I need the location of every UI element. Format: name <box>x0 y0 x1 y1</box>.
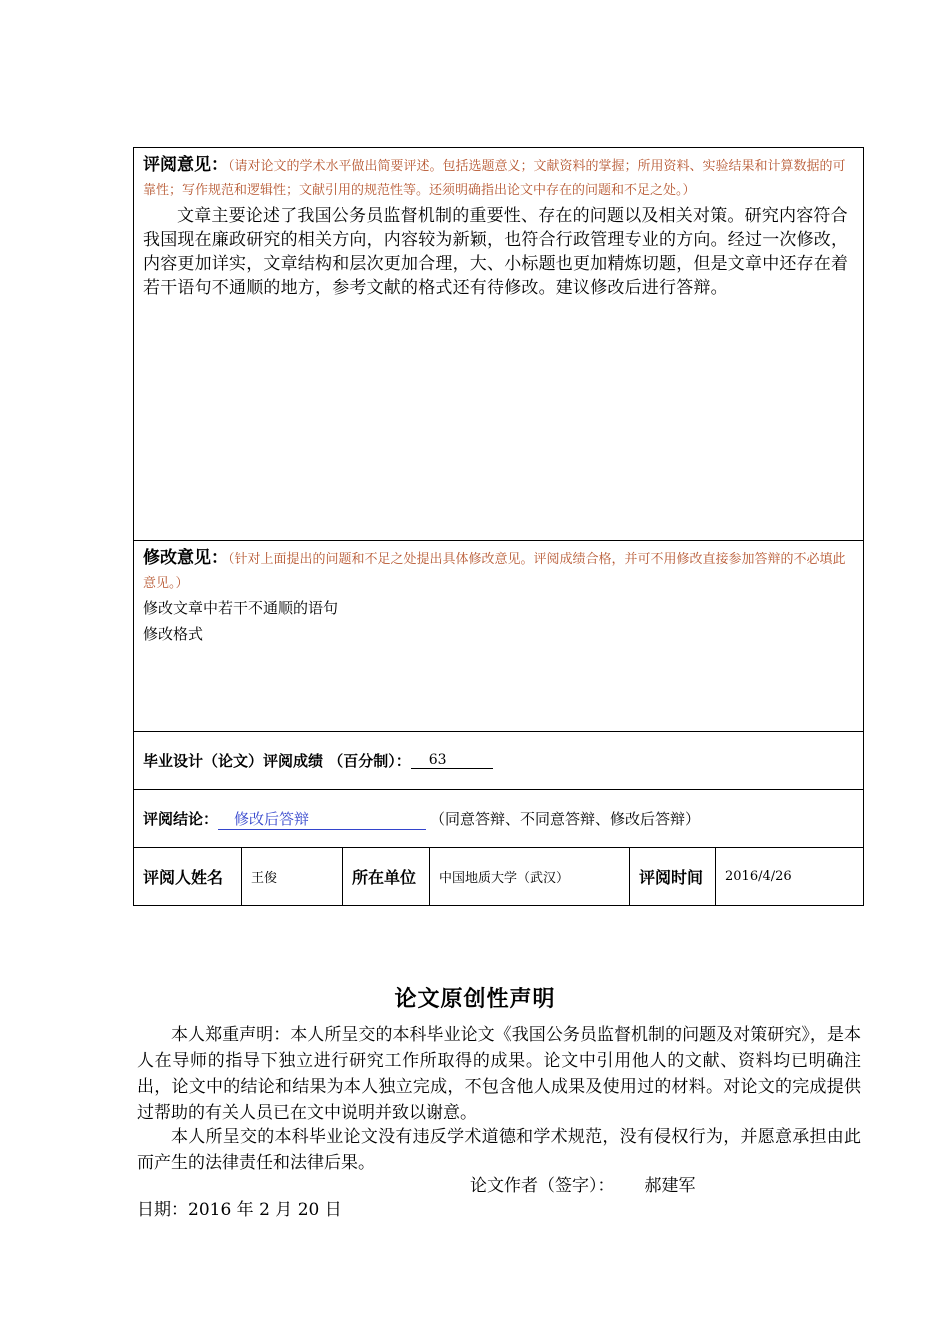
reviewer-unit: 中国地质大学（武汉） <box>430 848 630 906</box>
declaration-paragraph: 本人郑重声明：本人所呈交的本科毕业论文《我国公务员监督机制的问题及对策研究》，是本人在导师的指导下独立进行研究工作所取得的成果。论文中引用他人的文献、资料均已明确注出，论文中的结论和结果为本人独立完成，不包含他人成果及使用过的材料。对论文的完成提供过帮助的有关人员已在文中说明并致以谢意。 <box>137 1025 861 1123</box>
revision-item: 修改格式 <box>143 625 204 643</box>
revision-item: 修改文章中若干不通顺的语句 <box>143 599 339 617</box>
review-form-table <box>133 147 864 906</box>
declaration-date: 日期：2016 年 2 月 20 日 <box>137 1200 342 1220</box>
reviewer-name: 王俊 <box>242 848 343 906</box>
revision-label: 修改意见： <box>143 548 228 568</box>
opinion-label: 评阅意见： <box>143 155 228 175</box>
review-time: 2016/4/26 <box>716 848 864 906</box>
author-signature-line <box>470 1174 696 1198</box>
revision-cell <box>134 541 864 732</box>
opinion-cell <box>134 148 864 541</box>
opinion-text: 文章主要论述了我国公务员监督机制的重要性、存在的问题以及相关对策。研究内容符合我国现在廉政研究的相关方向，内容较为新颖，也符合行政管理专业的方向。经过一次修改，内容更加详实，文章结构和层次更加合理，大、小标题也更加精炼切题，但是文章中还存在着若干语句不通顺的地方，参考文献的格式还有待修改。建议修改后进行答辩。 <box>143 206 849 298</box>
opinion-header <box>143 154 854 202</box>
verdict-options-note: （同意答辩、不同意答辩、修改后答辩） <box>430 810 701 828</box>
reviewer-name-label: 评阅人姓名 <box>134 848 242 906</box>
score-label: 毕业设计（论文）评阅成绩 （百分制）： <box>143 752 411 770</box>
score-value: 63 <box>411 752 493 769</box>
review-time-label: 评阅时间 <box>630 848 716 906</box>
revision-hint: （针对上面提出的问题和不足之处提出具体修改意见。评阅成绩合格，并可不用修改直接参加答辩的不必填此意见。） <box>143 552 846 591</box>
signature-name: 郝建军 <box>644 1176 696 1196</box>
verdict-label: 评阅结论： <box>143 810 219 828</box>
signature-label: 论文作者（签字）： <box>470 1176 615 1196</box>
declaration-title: 论文原创性声明 <box>394 986 556 1012</box>
score-cell <box>134 732 864 790</box>
reviewer-info-row <box>134 848 864 906</box>
revision-header <box>143 547 854 595</box>
declaration-paragraph: 本人所呈交的本科毕业论文没有违反学术道德和学术规范，没有侵权行为，并愿意承担由此而产生的法律责任和法律后果。 <box>137 1127 861 1173</box>
reviewer-unit-label: 所在单位 <box>343 848 430 906</box>
opinion-hint: （请对论文的学术水平做出简要评述。包括选题意义；文献资料的掌握；所用资料、实验结果和计算数据的可靠性；写作规范和逻辑性；文献引用的规范性等。还须明确指出论文中存在的问题和不足之处。） <box>143 159 846 198</box>
verdict-cell <box>134 790 864 848</box>
verdict-value-link[interactable]: 修改后答辩 <box>218 808 426 830</box>
